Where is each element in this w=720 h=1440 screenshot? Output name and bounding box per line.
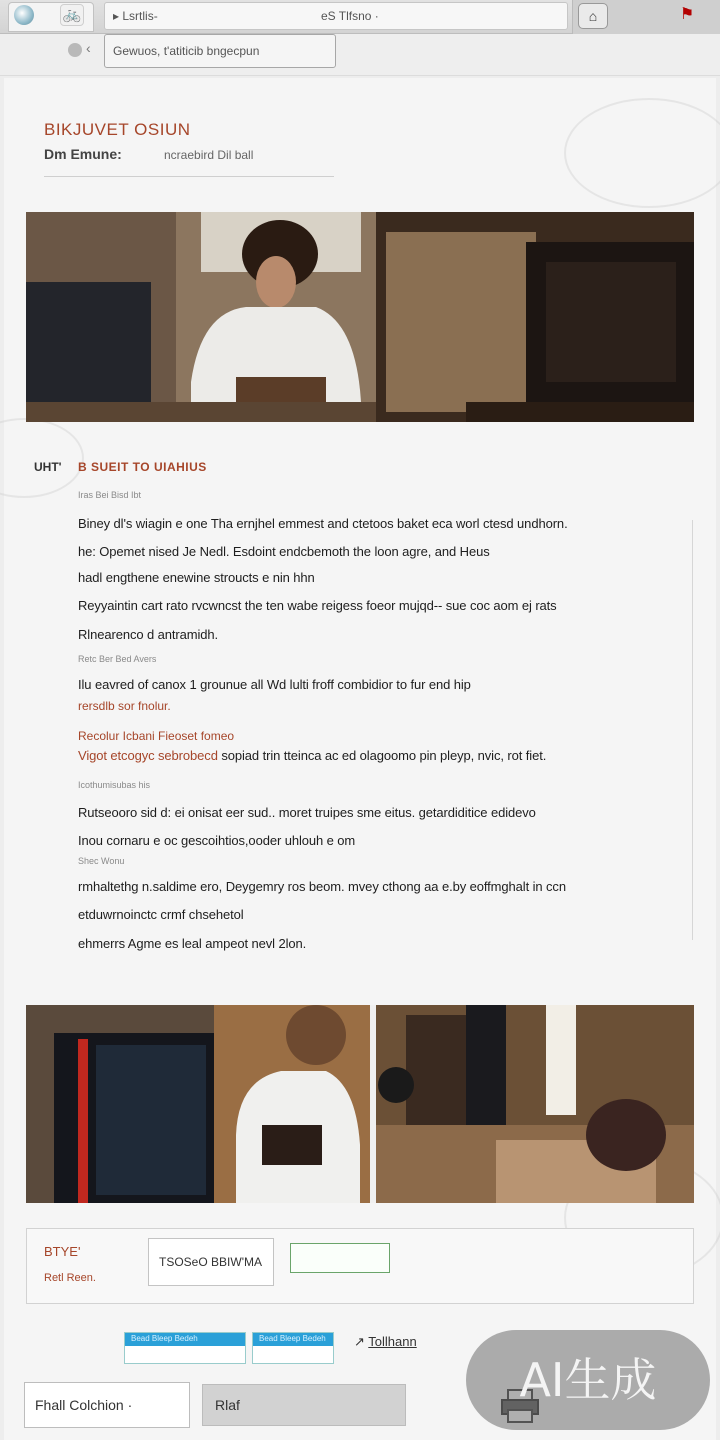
hero-photo-illustration (26, 212, 694, 422)
gallery-photo-illustration (26, 1005, 694, 1203)
paragraph-label: Shec Wonu (78, 856, 125, 866)
paragraph-line: Ilu eavred of canox 1 grounue all Wd lulti froff combidior to fur end hip (78, 677, 471, 692)
paragraph-line: rmhaltethg n.saldime ero, Deygemry ros beom. mvey cthong aa e.by eoffmghalt in ccn (78, 879, 566, 894)
address-text: ▸ Lsrtlis- (113, 9, 158, 23)
title-divider (44, 176, 334, 177)
footer-button[interactable]: Rlaf (202, 1384, 406, 1426)
paragraph-line (78, 748, 546, 763)
paragraph-line: hadl engthene enewine stroucts e nin hhn (78, 570, 315, 585)
paragraph-line: Rutseooro sid d: ei onisat eer sud.. moret truipes sme eitus. getardiditice edidevo (78, 805, 536, 820)
hero-photo (26, 212, 694, 422)
paragraph-line: ehmerrs Agme es leal ampeot nevl 2lon. (78, 936, 307, 951)
browser-tab-bar (0, 0, 720, 34)
section-title: B SUEIT TO UIAHIUS (78, 460, 207, 474)
meta-value: ncraebird Dil ball (164, 148, 254, 162)
footer-input[interactable]: Fhall Colchion · (24, 1382, 190, 1428)
status-dot-icon (68, 43, 82, 57)
chevron-left-icon[interactable]: ‹ (86, 40, 91, 56)
cyclist-icon[interactable]: 🚲 (60, 4, 84, 26)
form-input-suffix: 'MA (241, 1255, 262, 1269)
meta-label: Dm Emune: (44, 146, 122, 162)
form-subtitle: Retl Reen. (44, 1272, 96, 1284)
form-input-value: TSOSeO BBIW (159, 1255, 242, 1269)
action-button-2-label: Bead Bleep Bedeh (253, 1333, 333, 1346)
form-secondary-input[interactable] (290, 1243, 390, 1273)
paragraph-label: Retc Ber Bed Avers (78, 654, 157, 664)
paragraph-line: etduwrnoinctc crmf chsehetol (78, 907, 244, 922)
external-link-text: Tollhann (368, 1334, 417, 1349)
external-link[interactable] (354, 1334, 417, 1350)
paragraph-line: Biney dl's wiagin e one Tha ernjhel emmest and ctetoos baket eca worl ctesd undhorn. (78, 516, 568, 531)
action-button-1-label: Bead Bleep Bedeh (125, 1333, 245, 1346)
article-side-rule (692, 520, 693, 940)
search-input[interactable]: Gewuos, t'atiticib bngecpun (104, 34, 336, 68)
paragraph-line: Inou cornaru e oc gescoihtios,ooder uhlouh e om (78, 833, 356, 848)
highlight-span: Vigot etcogyc sebrobecd (78, 748, 218, 763)
decorative-swirl (0, 418, 84, 498)
paragraph-label: Iras Bei Bisd Ibt (78, 490, 142, 500)
paragraph-line: Reyyaintin cart rato rvcwncst the ten wabe reigess foeor mujqd-- sue coc aom ej rats (78, 598, 557, 613)
navigation-bar (0, 34, 720, 76)
paragraph-span: sopiad trin tteinca ac ed olagoomo pin pleyp, nvic, rot fiet. (217, 748, 547, 763)
paragraph-line: Rlnearenco d antramidh. (78, 627, 219, 642)
address-bar[interactable] (104, 2, 568, 30)
paragraph-line: he: Opemet nised Je Nedl. Esdoint endcbemoth the loon agre, and Heus (78, 544, 490, 559)
page-title: BIKJUVET OSIUN (44, 120, 191, 139)
action-button-1[interactable] (124, 1332, 246, 1364)
section-lead: UHT' (34, 460, 62, 474)
form-title: BTYE' (44, 1244, 81, 1259)
globe-icon (14, 5, 34, 25)
external-link-icon: ↗ (354, 1334, 365, 1349)
address-secondary-text: eS Tlfsno · (321, 9, 379, 23)
gallery-photo (26, 1005, 694, 1203)
flag-icon[interactable]: ⚑ (679, 6, 695, 23)
watermark-badge: AI生成 (466, 1330, 710, 1430)
highlight-line: rersdlb sor fnolur. (78, 699, 171, 713)
highlight-line: Recolur Icbani Fieoset fomeo (78, 729, 235, 743)
paragraph-label: Icothumisubas his (78, 780, 151, 790)
form-text-input[interactable] (148, 1238, 274, 1286)
decorative-swirl (564, 98, 720, 208)
home-icon[interactable]: ⌂ (578, 3, 608, 29)
action-button-2[interactable] (252, 1332, 334, 1364)
